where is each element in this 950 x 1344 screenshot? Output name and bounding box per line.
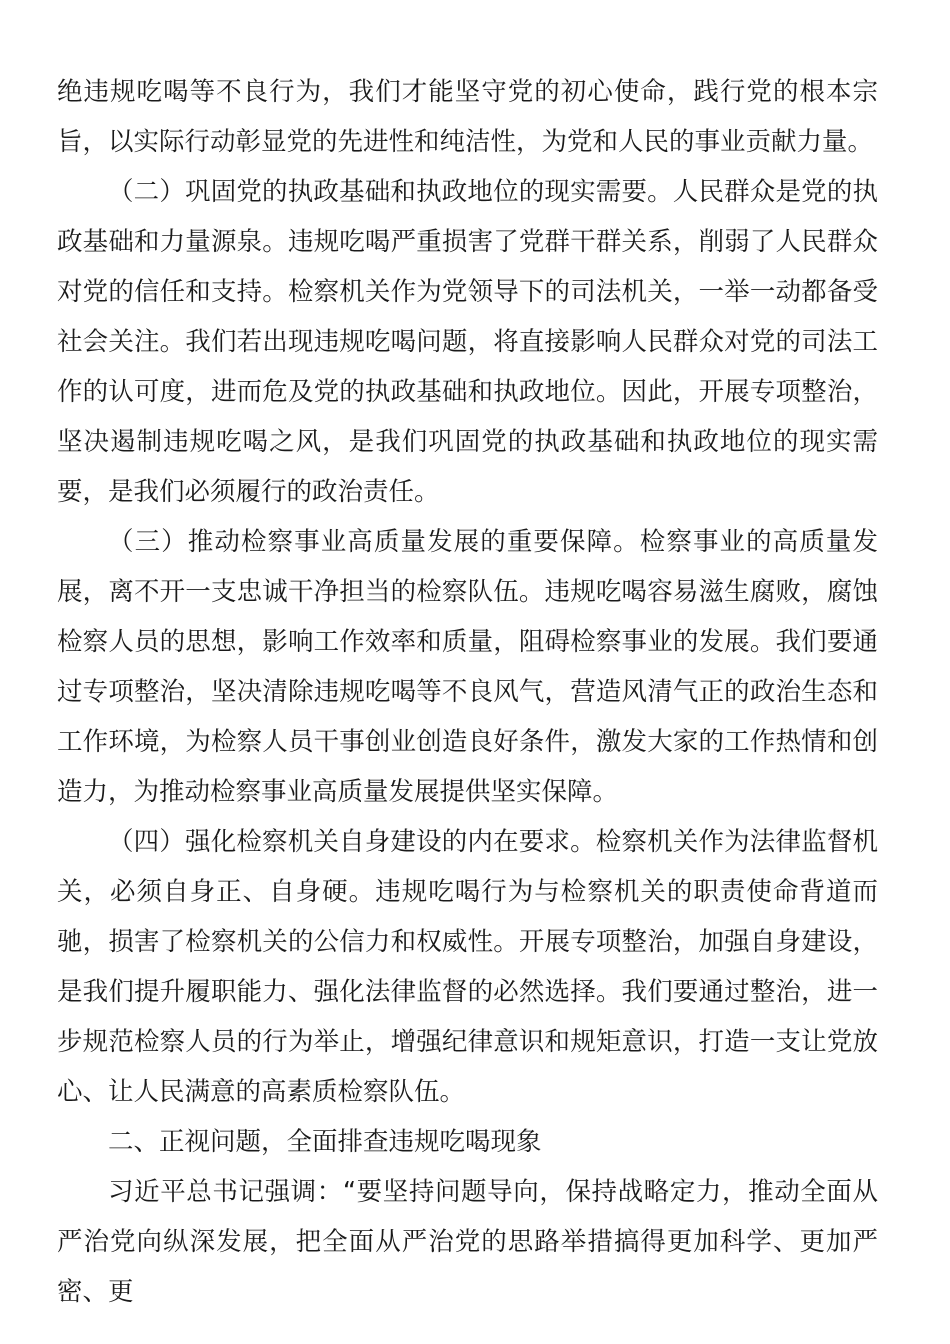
section-heading: 二、正视问题，全面排查违规吃喝现象: [108, 1127, 542, 1157]
paragraph-section-three: （三）推动检察事业高质量发展的重要保障。检察事业的高质量发展，离不开一支忠诚干净担当的检察队伍。违规吃喝容易滋生腐败，腐蚀检察人员的思想，影响工作效率和质量，阻碍检察事业的发展。我们要通过专项整治，坚决清除违规吃喝等不良风气，营造风清气正的政治生态和工作环境，为检察人员干事创业创造良好条件，激发大家的工作热情和创造力，为推动检察事业高质量发展提供坚实保障。: [57, 527, 878, 807]
paragraph-section-four: （四）强化检察机关自身建设的内在要求。检察机关作为法律监督机关，必须自身正、自身硬。违规吃喝行为与检察机关的职责使命背道而驰，损害了检察机关的公信力和权威性。开展专项整治，加强自身建设，是我们提升履职能力、强化法律监督的必然选择。我们要通过整治，进一步规范检察人员的行为举止，增强纪律意识和规矩意识，打造一支让党放心、让人民满意的高素质检察队伍。: [57, 827, 878, 1107]
paragraph-quote: 习近平总书记强调：“要坚持问题导向，保持战略定力，推动全面从严治党向纵深发展，把全面从严治党的思路举措搞得更加科学、更加严密、更: [57, 1177, 878, 1307]
paragraph-continuation: 绝违规吃喝等不良行为，我们才能坚守党的初心使命，践行党的根本宗旨，以实际行动彰显党的先进性和纯洁性，为党和人民的事业贡献力量。: [57, 77, 878, 157]
document-body: [57, 67, 878, 1317]
paragraph-section-two: （二）巩固党的执政基础和执政地位的现实需要。人民群众是党的执政基础和力量源泉。违规吃喝严重损害了党群干群关系，削弱了人民群众对党的信任和支持。检察机关作为党领导下的司法机关，一举一动都备受社会关注。我们若出现违规吃喝问题，将直接影响人民群众对党的司法工作的认可度，进而危及党的执政基础和执政地位。因此，开展专项整治，坚决遏制违规吃喝之风，是我们巩固党的执政基础和执政地位的现实需要，是我们必须履行的政治责任。: [57, 177, 878, 507]
